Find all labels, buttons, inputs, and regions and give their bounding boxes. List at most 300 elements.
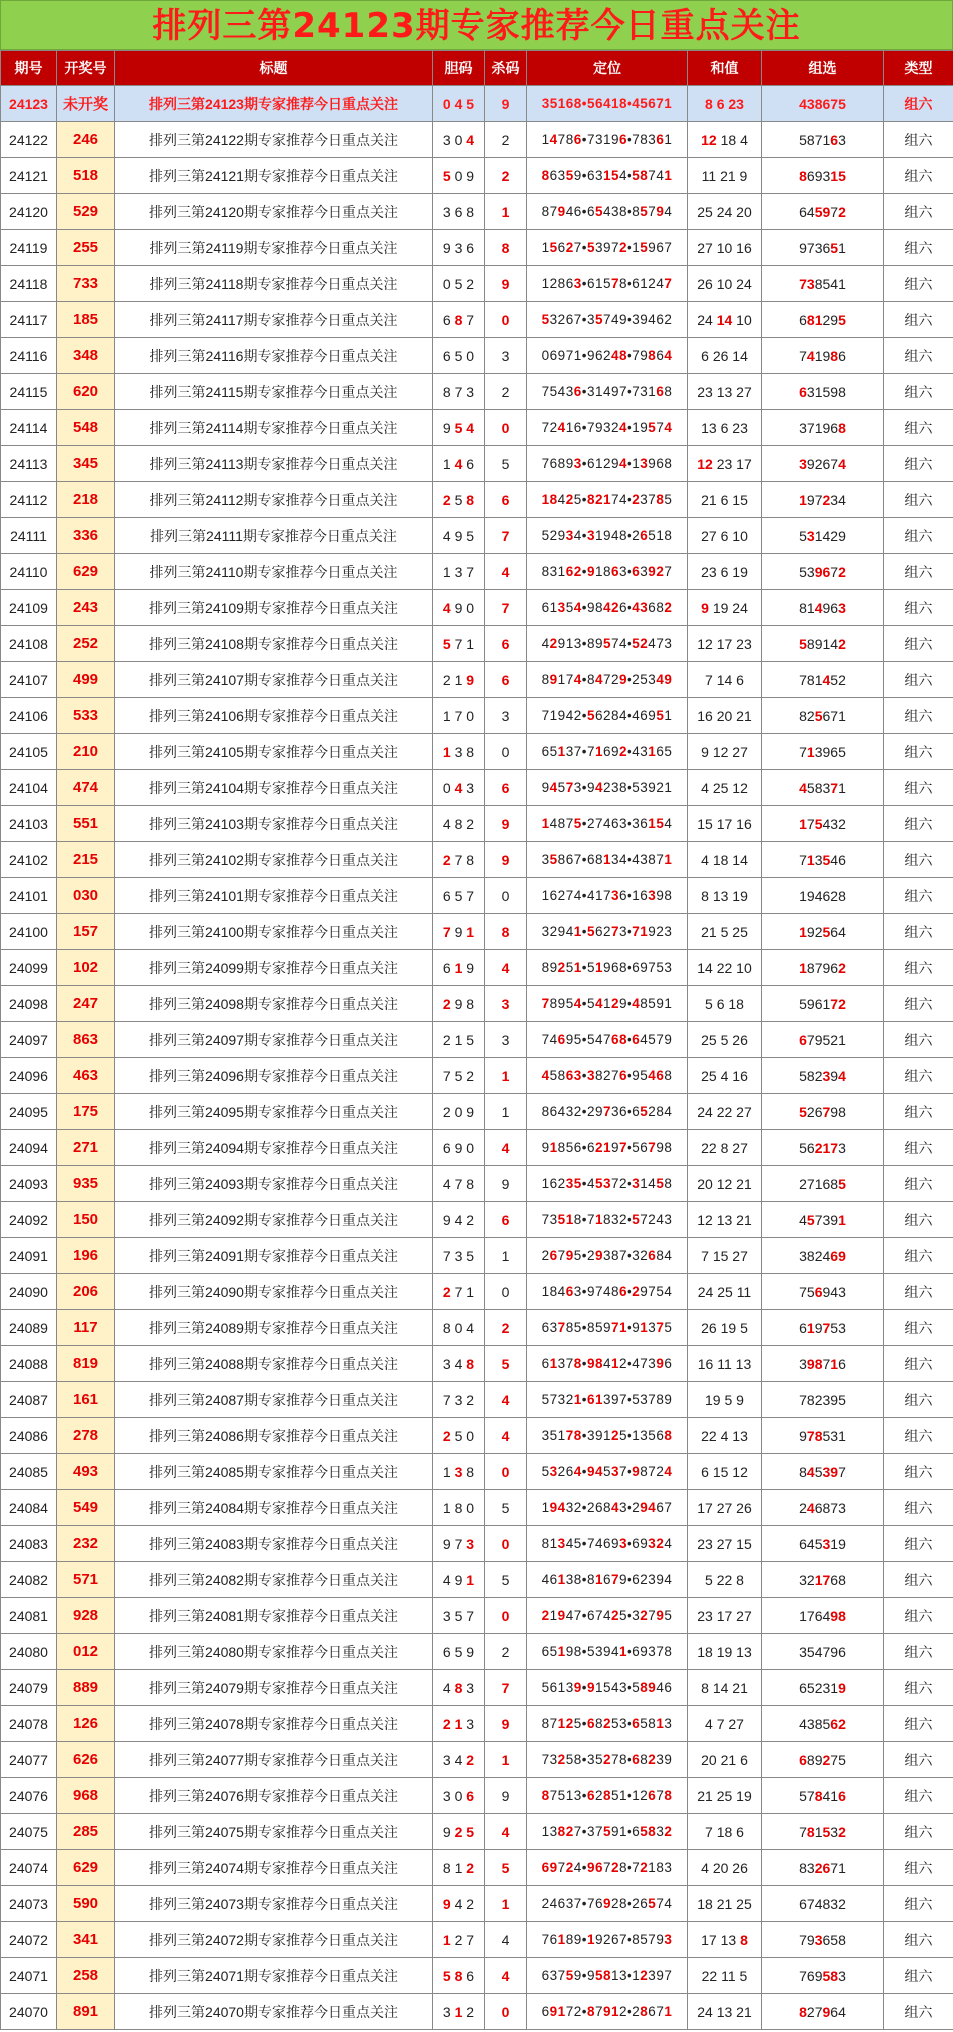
position-cell: 71942•56284•46951 — [527, 698, 688, 734]
group-cell: 973651 — [762, 230, 884, 266]
sum-cell: 12 23 17 — [688, 446, 762, 482]
kill-code-cell: 7 — [485, 518, 527, 554]
header-title: 标题 — [115, 51, 433, 86]
dan-code-cell: 6 1 9 — [433, 950, 485, 986]
title-cell[interactable]: 排列三第24073期专家推荐今日重点关注 — [115, 1886, 433, 1922]
title-cell[interactable]: 排列三第24089期专家推荐今日重点关注 — [115, 1310, 433, 1346]
kill-code-cell: 0 — [485, 1454, 527, 1490]
title-cell[interactable]: 排列三第24098期专家推荐今日重点关注 — [115, 986, 433, 1022]
sum-cell: 25 5 26 — [688, 1022, 762, 1058]
dan-code-cell: 1 3 7 — [433, 554, 485, 590]
issue-cell: 24104 — [1, 770, 57, 806]
position-cell: 61378•98412•47396 — [527, 1346, 688, 1382]
sum-cell: 4 20 26 — [688, 1850, 762, 1886]
type-cell: 组六 — [884, 554, 953, 590]
table-row — [1, 806, 953, 842]
group-cell: 681295 — [762, 302, 884, 338]
dan-code-cell: 6 5 9 — [433, 1634, 485, 1670]
group-cell: 562173 — [762, 1130, 884, 1166]
group-cell: 619753 — [762, 1310, 884, 1346]
dan-code-cell: 3 1 2 — [433, 1994, 485, 2030]
dan-code-cell: 0 4 5 — [433, 86, 485, 122]
kill-code-cell: 2 — [485, 122, 527, 158]
sum-cell: 15 17 16 — [688, 806, 762, 842]
draw-number-cell: 126 — [57, 1706, 115, 1742]
group-cell: 578416 — [762, 1778, 884, 1814]
title-cell[interactable]: 排列三第24104期专家推荐今日重点关注 — [115, 770, 433, 806]
kill-code-cell: 4 — [485, 1922, 527, 1958]
header-sum: 和值 — [688, 51, 762, 86]
title-cell[interactable]: 排列三第24088期专家推荐今日重点关注 — [115, 1346, 433, 1382]
type-cell: 组六 — [884, 1670, 953, 1706]
dan-code-cell: 2 5 8 — [433, 482, 485, 518]
table-row — [1, 986, 953, 1022]
title-cell[interactable]: 排列三第24103期专家推荐今日重点关注 — [115, 806, 433, 842]
table-row — [1, 374, 953, 410]
kill-code-cell: 5 — [485, 1346, 527, 1382]
issue-cell: 24072 — [1, 1922, 57, 1958]
draw-number-cell: 285 — [57, 1814, 115, 1850]
header-pos: 定位 — [527, 51, 688, 86]
group-cell: 679521 — [762, 1022, 884, 1058]
position-cell: 12863•61578•61247 — [527, 266, 688, 302]
table-row — [1, 1814, 953, 1850]
group-cell: 596172 — [762, 986, 884, 1022]
table-row — [1, 1058, 953, 1094]
group-cell: 645319 — [762, 1526, 884, 1562]
title-cell[interactable]: 排列三第24115期专家推荐今日重点关注 — [115, 374, 433, 410]
draw-number-cell: 336 — [57, 518, 115, 554]
position-cell: 32941•56273•71923 — [527, 914, 688, 950]
table-row — [1, 158, 953, 194]
title-cell[interactable]: 排列三第24116期专家推荐今日重点关注 — [115, 338, 433, 374]
draw-number-cell: 246 — [57, 122, 115, 158]
kill-code-cell: 0 — [485, 410, 527, 446]
draw-number-cell: 102 — [57, 950, 115, 986]
type-cell: 组六 — [884, 1526, 953, 1562]
issue-cell: 24081 — [1, 1598, 57, 1634]
table-row — [1, 1346, 953, 1382]
position-cell: 18425•82174•23785 — [527, 482, 688, 518]
table-row — [1, 1094, 953, 1130]
dan-code-cell: 5 8 6 — [433, 1958, 485, 1994]
kill-code-cell: 6 — [485, 770, 527, 806]
title-cell[interactable]: 排列三第24072期专家推荐今日重点关注 — [115, 1922, 433, 1958]
dan-code-cell: 3 4 8 — [433, 1346, 485, 1382]
type-cell: 组六 — [884, 1094, 953, 1130]
type-cell: 组六 — [884, 1166, 953, 1202]
group-cell: 321768 — [762, 1562, 884, 1598]
position-cell: 65137•71692•43165 — [527, 734, 688, 770]
kill-code-cell: 3 — [485, 698, 527, 734]
table-row — [1, 1886, 953, 1922]
group-cell: 192564 — [762, 914, 884, 950]
group-cell: 652319 — [762, 1670, 884, 1706]
draw-number-cell: 518 — [57, 158, 115, 194]
table-header-row — [1, 51, 953, 86]
table-row — [1, 590, 953, 626]
title-cell[interactable]: 排列三第24117期专家推荐今日重点关注 — [115, 302, 433, 338]
kill-code-cell: 9 — [485, 266, 527, 302]
title-cell[interactable]: 排列三第24074期专家推荐今日重点关注 — [115, 1850, 433, 1886]
issue-cell: 24118 — [1, 266, 57, 302]
type-cell: 组六 — [884, 1418, 953, 1454]
issue-cell: 24114 — [1, 410, 57, 446]
title-cell[interactable]: 排列三第24096期专家推荐今日重点关注 — [115, 1058, 433, 1094]
dan-code-cell: 3 6 8 — [433, 194, 485, 230]
kill-code-cell: 4 — [485, 1814, 527, 1850]
issue-cell: 24109 — [1, 590, 57, 626]
kill-code-cell: 4 — [485, 554, 527, 590]
position-cell: 45863•38276•95468 — [527, 1058, 688, 1094]
group-cell: 869315 — [762, 158, 884, 194]
position-cell: 73518•71832•57243 — [527, 1202, 688, 1238]
kill-code-cell: 1 — [485, 1886, 527, 1922]
group-cell: 392674 — [762, 446, 884, 482]
issue-cell: 24115 — [1, 374, 57, 410]
draw-number-cell: 533 — [57, 698, 115, 734]
title-cell[interactable]: 排列三第24071期专家推荐今日重点关注 — [115, 1958, 433, 1994]
title-cell[interactable]: 排列三第24081期专家推荐今日重点关注 — [115, 1598, 433, 1634]
title-cell[interactable]: 排列三第24109期专家推荐今日重点关注 — [115, 590, 433, 626]
type-cell: 组六 — [884, 1454, 953, 1490]
issue-cell: 24122 — [1, 122, 57, 158]
header-issue: 期号 — [1, 51, 57, 86]
group-cell: 589142 — [762, 626, 884, 662]
kill-code-cell: 1 — [485, 1238, 527, 1274]
draw-number-cell: 218 — [57, 482, 115, 518]
title-cell[interactable]: 排列三第24102期专家推荐今日重点关注 — [115, 842, 433, 878]
title-cell[interactable]: 排列三第24092期专家推荐今日重点关注 — [115, 1202, 433, 1238]
kill-code-cell: 9 — [485, 842, 527, 878]
header-kill: 杀码 — [485, 51, 527, 86]
type-cell: 组六 — [884, 1742, 953, 1778]
type-cell: 组六 — [884, 194, 953, 230]
title-cell[interactable]: 排列三第24086期专家推荐今日重点关注 — [115, 1418, 433, 1454]
sum-cell: 23 6 19 — [688, 554, 762, 590]
dan-code-cell: 1 4 6 — [433, 446, 485, 482]
draw-number-cell: 161 — [57, 1382, 115, 1418]
position-cell: 65198•53941•69378 — [527, 1634, 688, 1670]
group-cell: 738541 — [762, 266, 884, 302]
table-row — [1, 1454, 953, 1490]
table-row — [1, 734, 953, 770]
dan-code-cell: 6 5 7 — [433, 878, 485, 914]
issue-cell: 24080 — [1, 1634, 57, 1670]
kill-code-cell: 9 — [485, 86, 527, 122]
group-cell: 769583 — [762, 1958, 884, 1994]
title-cell[interactable]: 排列三第24101期专家推荐今日重点关注 — [115, 878, 433, 914]
title-cell[interactable]: 排列三第24099期专家推荐今日重点关注 — [115, 950, 433, 986]
page-title: 排列三第24123期专家推荐今日重点关注 — [0, 0, 953, 50]
sum-cell: 22 8 27 — [688, 1130, 762, 1166]
sum-cell: 12 18 4 — [688, 122, 762, 158]
position-cell: 53267•35749•39462 — [527, 302, 688, 338]
title-cell[interactable]: 排列三第24123期专家推荐今日重点关注 — [115, 86, 433, 122]
title-cell[interactable]: 排列三第24097期专家推荐今日重点关注 — [115, 1022, 433, 1058]
issue-cell: 24071 — [1, 1958, 57, 1994]
table-row — [1, 1130, 953, 1166]
issue-cell: 24108 — [1, 626, 57, 662]
title-cell[interactable]: 排列三第24078期专家推荐今日重点关注 — [115, 1706, 433, 1742]
sum-cell: 11 21 9 — [688, 158, 762, 194]
sum-cell: 16 11 13 — [688, 1346, 762, 1382]
title-cell[interactable]: 排列三第24121期专家推荐今日重点关注 — [115, 158, 433, 194]
sum-cell: 4 7 27 — [688, 1706, 762, 1742]
title-cell[interactable]: 排列三第24076期专家推荐今日重点关注 — [115, 1778, 433, 1814]
position-cell: 61354•98426•43682 — [527, 590, 688, 626]
issue-cell: 24121 — [1, 158, 57, 194]
title-cell[interactable]: 排列三第24070期专家推荐今日重点关注 — [115, 1994, 433, 2030]
draw-number-cell: 463 — [57, 1058, 115, 1094]
table-body — [1, 86, 953, 2030]
draw-number-cell: 935 — [57, 1166, 115, 1202]
title-cell[interactable]: 排列三第24111期专家推荐今日重点关注 — [115, 518, 433, 554]
position-cell: 73258•35278•68239 — [527, 1742, 688, 1778]
title-cell[interactable]: 排列三第24110期专家推荐今日重点关注 — [115, 554, 433, 590]
table-row — [1, 1958, 953, 1994]
dan-code-cell: 2 7 8 — [433, 842, 485, 878]
sum-cell: 24 22 27 — [688, 1094, 762, 1130]
draw-number-cell: 551 — [57, 806, 115, 842]
group-cell: 781532 — [762, 1814, 884, 1850]
sum-cell: 26 19 5 — [688, 1310, 762, 1346]
table-row — [1, 230, 953, 266]
sum-cell: 27 6 10 — [688, 518, 762, 554]
sum-cell: 20 12 21 — [688, 1166, 762, 1202]
issue-cell: 24079 — [1, 1670, 57, 1706]
position-cell: 69724•96728•72183 — [527, 1850, 688, 1886]
draw-number-cell: 733 — [57, 266, 115, 302]
sum-cell: 4 18 14 — [688, 842, 762, 878]
title-cell[interactable]: 排列三第24118期专家推荐今日重点关注 — [115, 266, 433, 302]
position-cell: 15627•53972•15967 — [527, 230, 688, 266]
type-cell: 组六 — [884, 122, 953, 158]
issue-cell: 24096 — [1, 1058, 57, 1094]
title-cell[interactable]: 排列三第24077期专家推荐今日重点关注 — [115, 1742, 433, 1778]
dan-code-cell: 4 8 3 — [433, 1670, 485, 1706]
type-cell: 组六 — [884, 950, 953, 986]
draw-number-cell: 157 — [57, 914, 115, 950]
title-cell[interactable]: 排列三第24108期专家推荐今日重点关注 — [115, 626, 433, 662]
table-row — [1, 1670, 953, 1706]
sum-cell: 12 17 23 — [688, 626, 762, 662]
sum-cell: 18 21 25 — [688, 1886, 762, 1922]
kill-code-cell: 4 — [485, 1418, 527, 1454]
table-row — [1, 518, 953, 554]
kill-code-cell: 9 — [485, 1778, 527, 1814]
kill-code-cell: 7 — [485, 1670, 527, 1706]
title-cell[interactable]: 排列三第24084期专家推荐今日重点关注 — [115, 1490, 433, 1526]
title-cell[interactable]: 排列三第24079期专家推荐今日重点关注 — [115, 1670, 433, 1706]
draw-number-cell: 348 — [57, 338, 115, 374]
type-cell: 组六 — [884, 230, 953, 266]
issue-cell: 24091 — [1, 1238, 57, 1274]
title-cell[interactable]: 排列三第24112期专家推荐今日重点关注 — [115, 482, 433, 518]
type-cell: 组六 — [884, 302, 953, 338]
title-cell[interactable]: 排列三第24095期专家推荐今日重点关注 — [115, 1094, 433, 1130]
type-cell: 组六 — [884, 1238, 953, 1274]
sum-cell: 23 27 15 — [688, 1526, 762, 1562]
draw-number-cell: 474 — [57, 770, 115, 806]
issue-cell: 24117 — [1, 302, 57, 338]
title-cell[interactable]: 排列三第24094期专家推荐今日重点关注 — [115, 1130, 433, 1166]
issue-cell: 24090 — [1, 1274, 57, 1310]
type-cell: 组六 — [884, 590, 953, 626]
issue-cell: 24106 — [1, 698, 57, 734]
type-cell: 组六 — [884, 482, 953, 518]
title-cell[interactable]: 排列三第24087期专家推荐今日重点关注 — [115, 1382, 433, 1418]
recommendation-table — [0, 50, 953, 2030]
group-cell: 756943 — [762, 1274, 884, 1310]
draw-number-cell: 493 — [57, 1454, 115, 1490]
issue-cell: 24077 — [1, 1742, 57, 1778]
dan-code-cell: 1 3 8 — [433, 734, 485, 770]
draw-number-cell: 117 — [57, 1310, 115, 1346]
draw-number-cell: 030 — [57, 878, 115, 914]
position-cell: 63759•95813•12397 — [527, 1958, 688, 1994]
title-cell[interactable]: 排列三第24113期专家推荐今日重点关注 — [115, 446, 433, 482]
group-cell: 526798 — [762, 1094, 884, 1130]
draw-number-cell: 255 — [57, 230, 115, 266]
kill-code-cell: 7 — [485, 590, 527, 626]
title-cell[interactable]: 排列三第24082期专家推荐今日重点关注 — [115, 1562, 433, 1598]
group-cell: 781452 — [762, 662, 884, 698]
dan-code-cell: 3 5 7 — [433, 1598, 485, 1634]
group-cell: 175432 — [762, 806, 884, 842]
kill-code-cell: 0 — [485, 734, 527, 770]
dan-code-cell: 2 1 3 — [433, 1706, 485, 1742]
dan-code-cell: 2 5 0 — [433, 1418, 485, 1454]
kill-code-cell: 1 — [485, 1094, 527, 1130]
table-row — [1, 1202, 953, 1238]
group-cell: 187962 — [762, 950, 884, 986]
draw-number-cell: 未开奖 — [57, 86, 115, 122]
dan-code-cell: 6 5 0 — [433, 338, 485, 374]
title-cell[interactable]: 排列三第24107期专家推荐今日重点关注 — [115, 662, 433, 698]
sum-cell: 5 6 18 — [688, 986, 762, 1022]
sum-cell: 4 25 12 — [688, 770, 762, 806]
issue-cell: 24089 — [1, 1310, 57, 1346]
position-cell: 35168•56418•45671 — [527, 86, 688, 122]
title-cell[interactable]: 排列三第24075期专家推荐今日重点关注 — [115, 1814, 433, 1850]
title-cell[interactable]: 排列三第24091期专家推荐今日重点关注 — [115, 1238, 433, 1274]
draw-number-cell: 247 — [57, 986, 115, 1022]
type-cell: 组六 — [884, 626, 953, 662]
table-row — [1, 770, 953, 806]
kill-code-cell: 5 — [485, 1562, 527, 1598]
kill-code-cell: 6 — [485, 626, 527, 662]
title-cell[interactable]: 排列三第24119期专家推荐今日重点关注 — [115, 230, 433, 266]
header-draw: 开奖号 — [57, 51, 115, 86]
title-cell[interactable]: 排列三第24105期专家推荐今日重点关注 — [115, 734, 433, 770]
title-cell[interactable]: 排列三第24093期专家推荐今日重点关注 — [115, 1166, 433, 1202]
draw-number-cell: 175 — [57, 1094, 115, 1130]
kill-code-cell: 0 — [485, 302, 527, 338]
draw-number-cell: 345 — [57, 446, 115, 482]
table-row — [1, 1562, 953, 1598]
title-cell[interactable]: 排列三第24090期专家推荐今日重点关注 — [115, 1274, 433, 1310]
draw-number-cell: 571 — [57, 1562, 115, 1598]
title-cell[interactable]: 排列三第24122期专家推荐今日重点关注 — [115, 122, 433, 158]
sum-cell: 16 20 21 — [688, 698, 762, 734]
kill-code-cell: 0 — [485, 1598, 527, 1634]
title-cell[interactable]: 排列三第24080期专家推荐今日重点关注 — [115, 1634, 433, 1670]
position-cell: 13827•37591•65832 — [527, 1814, 688, 1850]
group-cell: 371968 — [762, 410, 884, 446]
sum-cell: 25 24 20 — [688, 194, 762, 230]
draw-number-cell: 549 — [57, 1490, 115, 1526]
table-row — [1, 1850, 953, 1886]
dan-code-cell: 4 8 2 — [433, 806, 485, 842]
dan-code-cell: 4 9 0 — [433, 590, 485, 626]
draw-number-cell: 341 — [57, 1922, 115, 1958]
title-cell[interactable]: 排列三第24120期专家推荐今日重点关注 — [115, 194, 433, 230]
issue-cell: 24105 — [1, 734, 57, 770]
issue-cell: 24070 — [1, 1994, 57, 2030]
title-cell[interactable]: 排列三第24100期专家推荐今日重点关注 — [115, 914, 433, 950]
table-row — [1, 1022, 953, 1058]
type-cell: 组六 — [884, 410, 953, 446]
type-cell: 组六 — [884, 842, 953, 878]
type-cell: 组六 — [884, 1274, 953, 1310]
kill-code-cell: 5 — [485, 1490, 527, 1526]
position-cell: 52934•31948•26518 — [527, 518, 688, 554]
position-cell: 78954•54129•48591 — [527, 986, 688, 1022]
dan-code-cell: 6 8 7 — [433, 302, 485, 338]
title-cell[interactable]: 排列三第24114期专家推荐今日重点关注 — [115, 410, 433, 446]
group-cell: 827964 — [762, 1994, 884, 2030]
table-row — [1, 1274, 953, 1310]
type-cell: 组六 — [884, 1706, 953, 1742]
position-cell: 18463•97486•29754 — [527, 1274, 688, 1310]
sum-cell: 20 21 6 — [688, 1742, 762, 1778]
position-cell: 75436•31497•73168 — [527, 374, 688, 410]
title-cell[interactable]: 排列三第24085期专家推荐今日重点关注 — [115, 1454, 433, 1490]
group-cell: 741986 — [762, 338, 884, 374]
dan-code-cell: 9 5 4 — [433, 410, 485, 446]
draw-number-cell: 196 — [57, 1238, 115, 1274]
group-cell: 197234 — [762, 482, 884, 518]
issue-cell: 24092 — [1, 1202, 57, 1238]
table-row — [1, 1166, 953, 1202]
position-cell: 63785•85971•91375 — [527, 1310, 688, 1346]
draw-number-cell: 210 — [57, 734, 115, 770]
sum-cell: 7 15 27 — [688, 1238, 762, 1274]
dan-code-cell: 9 3 6 — [433, 230, 485, 266]
table-row — [1, 554, 953, 590]
position-cell: 06971•96248•79864 — [527, 338, 688, 374]
position-cell: 86432•29736•65284 — [527, 1094, 688, 1130]
type-cell: 组六 — [884, 1310, 953, 1346]
type-cell: 组六 — [884, 1130, 953, 1166]
dan-code-cell: 9 4 2 — [433, 1202, 485, 1238]
issue-cell: 24078 — [1, 1706, 57, 1742]
kill-code-cell: 3 — [485, 338, 527, 374]
type-cell: 组六 — [884, 86, 953, 122]
kill-code-cell: 6 — [485, 482, 527, 518]
table-row — [1, 302, 953, 338]
kill-code-cell: 0 — [485, 1994, 527, 2030]
position-cell: 87513•62851•12678 — [527, 1778, 688, 1814]
issue-cell: 24102 — [1, 842, 57, 878]
sum-cell: 21 6 15 — [688, 482, 762, 518]
title-cell[interactable]: 排列三第24083期专家推荐今日重点关注 — [115, 1526, 433, 1562]
position-cell: 46138•81679•62394 — [527, 1562, 688, 1598]
sum-cell: 22 11 5 — [688, 1958, 762, 1994]
sum-cell: 7 18 6 — [688, 1814, 762, 1850]
title-cell[interactable]: 排列三第24106期专家推荐今日重点关注 — [115, 698, 433, 734]
